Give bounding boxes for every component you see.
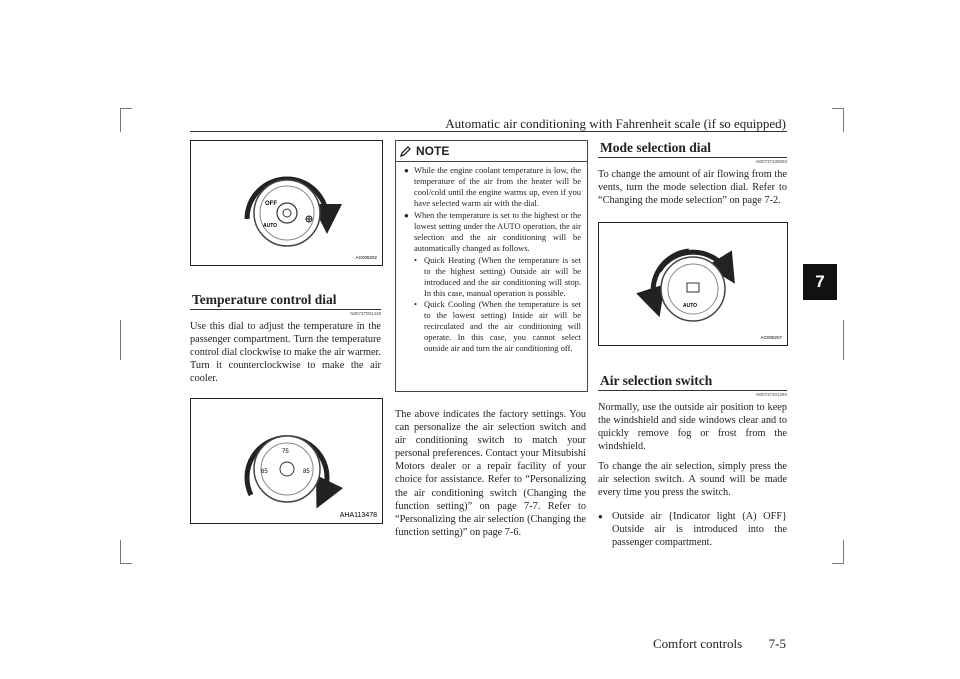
note-sub-text: Quick Cooling (When the temperature is set to the lowest setting) Inside air will be recirculated and the air conditioning will operate. In this case, you cannot select outside air and turn the air conditioning off. (424, 299, 581, 353)
air-selection-paragraph: Normally, use the outside air position to keep the windshield and side windows clear and to quickly remove fog or frost from the windshield. (598, 402, 787, 453)
fahrenheit-dial-illustration (191, 399, 382, 523)
crop-mark (843, 540, 844, 564)
temperature-control-heading: Temperature control dial (192, 292, 337, 307)
crop-mark (843, 320, 844, 360)
crop-mark (120, 108, 132, 109)
crop-mark (843, 108, 844, 132)
page-header-title: Automatic air conditioning with Fahrenheit scale (if so equipped) (445, 116, 786, 131)
note-sub-text: Quick Heating (When the temperature is set to the highest setting) Outside air will be introduced and the air conditioning will stop. In this case, manual operation is possible. (424, 255, 581, 298)
heading-rule (598, 390, 787, 391)
note-body (396, 162, 587, 357)
note-bullet: ● While the engine coolant temperature is low, the temperature of the air from the heater will be cool/cold until the engine warms up, even if you have selected warm air with the dial. (404, 165, 581, 209)
dial-min-label: 65 (261, 469, 268, 475)
header-rule (190, 131, 787, 132)
heading-rule (190, 309, 381, 310)
crop-mark (832, 563, 844, 564)
crop-mark (120, 563, 132, 564)
mode-dial-illustration (599, 223, 787, 345)
figure-label: AG008202 (355, 255, 377, 260)
factory-settings-paragraph: The above indicates the factory settings. You can personalize the air selection switch and air conditioning switch to match your personal preferences. Contact your Mitsubishi Motors dealer or a repair facility of your choice for assistance. Refer to “Personalizing the air conditioning switch (Changing the function setting)” on page 7-7. Refer to “Personalizing the air selection (Changing the function setting)” on page 7-6. (395, 409, 586, 538)
fan-icon (306, 216, 312, 222)
dial-auto-label: AUTO (683, 303, 698, 309)
note-title: NOTE (416, 144, 450, 158)
note-sub-item (404, 299, 581, 354)
crop-mark (120, 108, 121, 132)
note-box (395, 140, 588, 392)
note-sub-item (404, 255, 581, 299)
dial-max-label: 85 (303, 469, 310, 475)
mode-dial-figure (598, 222, 788, 346)
heading-rule (598, 157, 787, 158)
page-footer (600, 636, 786, 652)
reference-code: N00737001419 (350, 311, 381, 316)
fahrenheit-dial-figure (190, 398, 383, 524)
sub-dot: • (414, 299, 417, 309)
mode-selection-paragraph: To change the amount of air flowing from the vents, turn the mode selection dial. Refer to “Changing the mode selection” on page 7-2. (598, 169, 787, 207)
air-selection-paragraph-2: To change the air selection, simply press the air selection switch. A sound will be made every time you press the switch. (598, 461, 787, 499)
note-header (396, 141, 587, 162)
footer-section: Comfort controls (652, 636, 743, 651)
dial-mid-label: 75 (282, 449, 289, 455)
bullet-item: ● Outside air {Indicator light (A) OFF} Outside air is introduced into the passenger compartment. (598, 510, 787, 549)
reference-code: N00737201394 (756, 392, 787, 397)
sub-dot: • (414, 255, 417, 265)
temperature-dial-figure (190, 140, 383, 266)
crop-mark (120, 320, 121, 360)
temperature-control-paragraph: Use this dial to adjust the temperature in the passenger compartment. Turn the temperature control dial clockwise to make the air warmer. Turn it counterclockwise to make the air cooler. (190, 321, 381, 385)
dial-off-label: OFF (265, 201, 277, 207)
temperature-dial-illustration (191, 141, 382, 265)
figure-label: AHA113478 (339, 512, 377, 519)
pencil-icon (400, 145, 412, 157)
footer-page-number: 7-5 (768, 636, 786, 651)
crop-mark (120, 540, 121, 564)
figure-label: AG008207 (760, 335, 782, 340)
air-selection-heading: Air selection switch (600, 373, 713, 388)
outside-air-bullet (598, 510, 787, 550)
chapter-tab: 7 (803, 264, 837, 300)
dial-auto-label: AUTO (263, 223, 278, 229)
reference-code: N00737100093 (756, 159, 787, 164)
mode-selection-heading: Mode selection dial (600, 140, 711, 155)
note-bullet: ● When the temperature is set to the highest or the lowest setting under the AUTO operation, the air selection and the air conditioning will be automatically changed as follows. (404, 210, 581, 254)
